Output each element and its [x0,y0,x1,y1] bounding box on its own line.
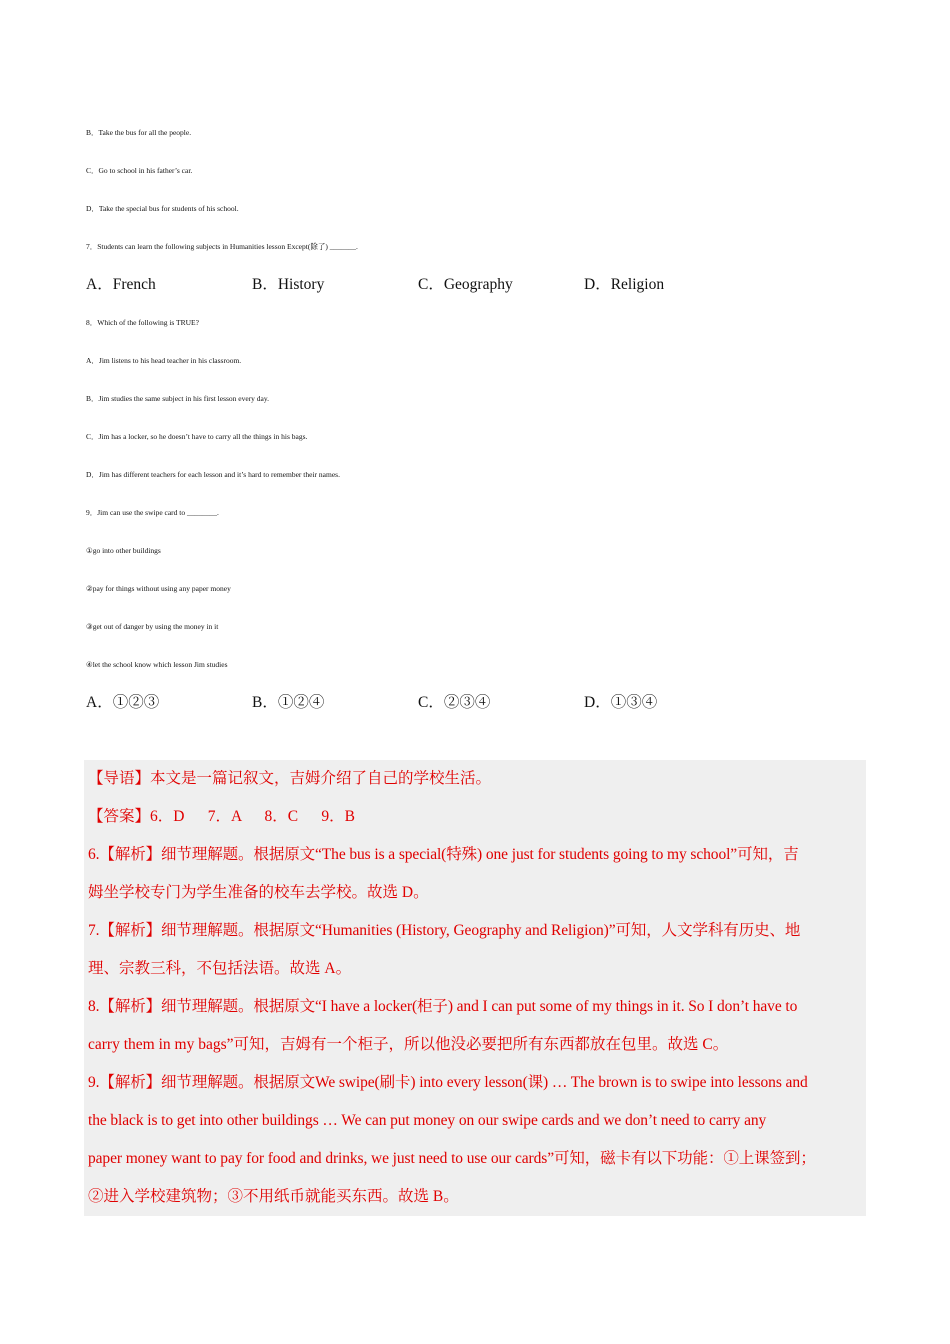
q9-item-3: ③get out of danger by using the money in it [86,622,219,631]
q8-option-b: B．Jim studies the same subject in his first lesson every day. [86,394,270,403]
guide-text: 【导语】本文是一篇记叙文，吉姆介绍了自己的学校生活。 [88,770,492,787]
q9-option-d: D．①③④ [584,694,658,711]
analysis-7-line-2: 理、宗教三科，不包括法语。故选 A。 [88,960,352,977]
q7-option-b: B．History [252,276,325,293]
q7-option-d: D．Religion [584,276,665,293]
q9-options [86,684,866,722]
q9-option-b: B．①②④ [252,694,325,711]
q8-stem: 8．Which of the following is TRUE? [86,318,199,327]
answer-key: 【答案】6．D 7．A 8．C 9．B [88,808,355,825]
analysis-8-line-2: carry them in my bags”可知，吉姆有一个柜子，所以他没必要把所有东西都放在包里。故选 C。 [88,1036,729,1053]
q9-stem: 9．Jim can use the swipe card to ________. [86,508,219,517]
q9-option-a: A．①②③ [86,694,160,711]
q6-option-d: D．Take the special bus for students of his school. [86,204,239,213]
analysis-6-line-1: 6.【解析】细节理解题。根据原文“The bus is a special(特殊) one just for students going to my school”可知，吉 [88,846,799,863]
q6-option-c: C．Go to school in his father’s car. [86,166,193,175]
q6-option-b: B．Take the bus for all the people. [86,128,192,137]
analysis-7-line-1: 7.【解析】细节理解题。根据原文“Humanities (History, Geography and Religion)”可知，人文学科有历史、地 [88,922,801,939]
q9-item-4: ④let the school know which lesson Jim studies [86,660,228,669]
analysis-6-line-2: 姆坐学校专门为学生准备的校车去学校。故选 D。 [88,884,429,901]
q9-option-c: C．②③④ [418,694,491,711]
analysis-9-line-2: the black is to get into other buildings … We can put money on our swipe cards and we don’t need to carry any [88,1112,767,1129]
analysis-8-line-1: 8.【解析】细节理解题。根据原文“I have a locker(柜子) and I can put some of my things in it. So I don’t have to [88,998,798,1015]
questions-section [86,114,866,722]
analysis-box [84,760,866,1216]
q8-option-c: C．Jim has a locker, so he doesn’t have to carry all the things in his bags. [86,432,308,441]
q7-option-a: A．French [86,276,156,293]
analysis-9-line-3: paper money want to pay for food and drinks, we just need to use our cards”可知，磁卡有以下功能：①上课签到； [88,1150,816,1167]
q8-option-a: A．Jim listens to his head teacher in his classroom. [86,356,242,365]
q7-option-c: C．Geography [418,276,513,293]
analysis-9-line-4: ②进入学校建筑物；③不用纸币就能买东西。故选 B。 [88,1188,459,1205]
q9-item-2: ②pay for things without using any paper money [86,584,231,593]
analysis-9-line-1: 9.【解析】细节理解题。根据原文We swipe(刷卡) into every lesson(课) … The brown is to swipe into lessons and [88,1074,808,1091]
q9-item-1: ①go into other buildings [86,546,161,555]
q8-option-d: D．Jim has different teachers for each lesson and it’s hard to remember their names. [86,470,340,479]
q7-options [86,266,866,304]
q7-stem: 7．Students can learn the following subjects in Humanities lesson Except(除了) _______. [86,242,358,251]
